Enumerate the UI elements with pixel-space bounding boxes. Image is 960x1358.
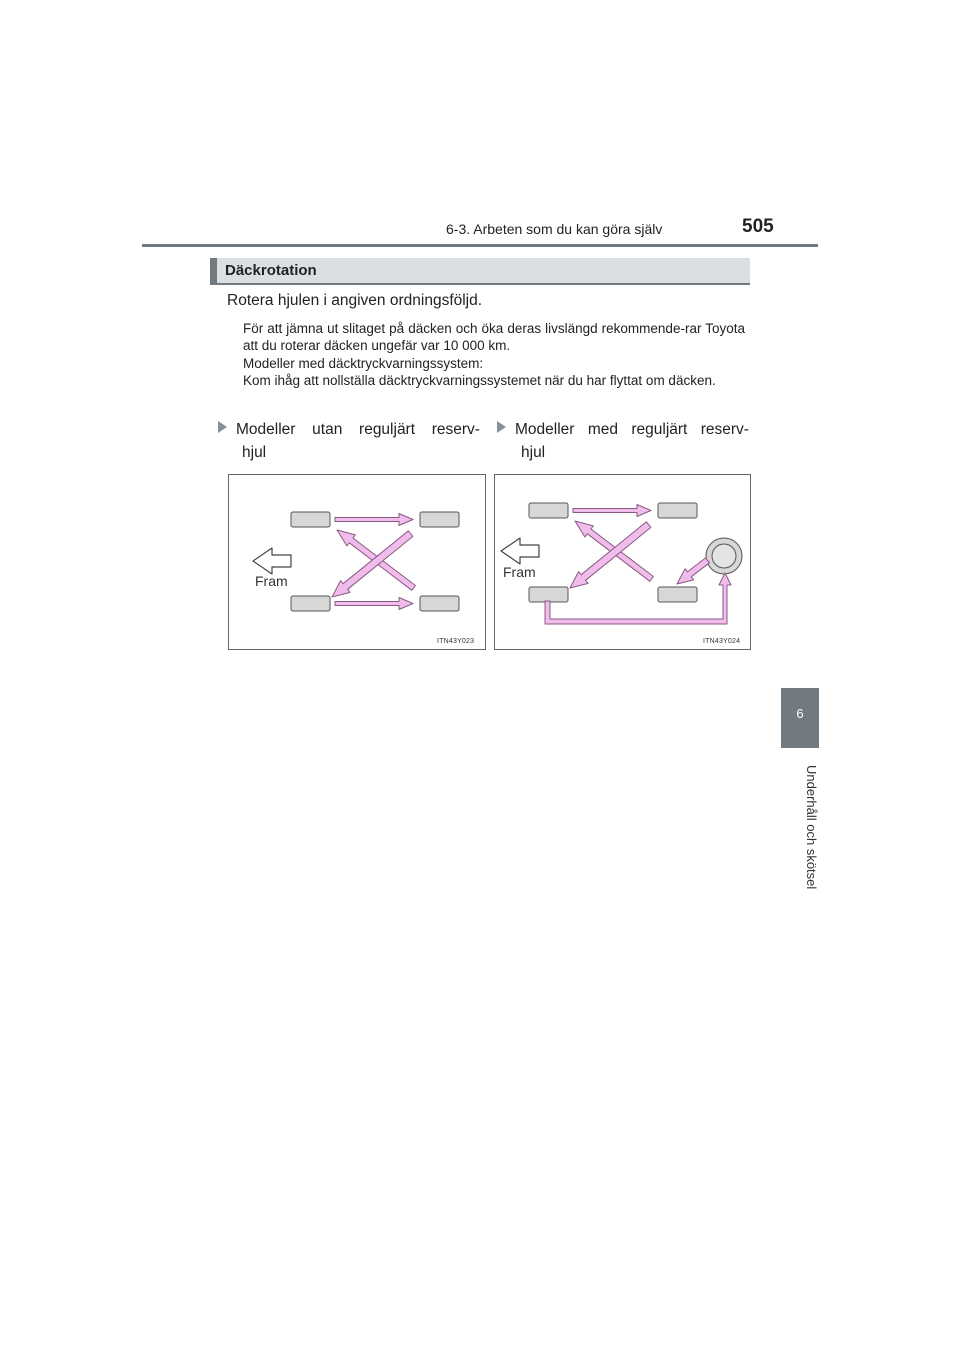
running-header-title: 6-3. Arbeten som du kan göra själv — [446, 221, 663, 237]
section-accent — [210, 258, 217, 283]
section-rule — [210, 283, 750, 285]
forward-label: Fram — [255, 573, 288, 589]
tpms-note — [243, 355, 745, 389]
intro-text: Rotera hjulen i angiven ordningsföljd. — [227, 292, 483, 309]
header-rule — [142, 244, 818, 247]
forward-arrow-icon — [501, 538, 539, 564]
rotation-diagram-without-spare — [228, 474, 486, 650]
figure-code: ITN43Y024 — [703, 638, 741, 645]
arrow-rear-right-icon — [335, 598, 413, 610]
tire-front-right — [658, 503, 697, 518]
tire-rear-right — [420, 596, 459, 611]
arrow-spare-to-rear-icon — [677, 558, 710, 584]
tire-front-left — [529, 503, 568, 518]
heading-word: hjul — [242, 444, 267, 461]
heading-word: reguljärt — [359, 421, 416, 438]
heading-word: Modeller — [236, 421, 296, 438]
heading-word: reguljärt — [631, 421, 688, 438]
heading-word: reserv- — [431, 421, 480, 438]
tire-front-right — [420, 512, 459, 527]
heading-word: utan — [312, 421, 343, 438]
arrow-front-right-icon — [335, 514, 413, 526]
heading-word: med — [587, 421, 618, 438]
chapter-number: 6 — [796, 706, 804, 721]
heading-with-spare — [497, 418, 749, 464]
chapter-label: Underhåll och skötsel — [804, 764, 819, 890]
tire-rear-left — [529, 587, 568, 602]
page-number: 505 — [742, 216, 774, 237]
triangle-bullet-icon — [497, 421, 506, 433]
rotation-diagram-graphic — [495, 475, 750, 649]
heading-word: hjul — [521, 444, 546, 461]
section-title: Däckrotation — [225, 262, 317, 279]
rotation-diagram-with-spare — [494, 474, 751, 650]
forward-label: Fram — [503, 564, 536, 580]
heading-word: Modeller — [515, 421, 575, 438]
heading-without-spare — [218, 418, 480, 464]
figure-code: ITN43Y023 — [437, 638, 475, 645]
rotation-diagram-graphic — [229, 475, 485, 649]
heading-word: reserv- — [700, 421, 749, 438]
arrow-rear-to-spare-icon — [545, 573, 731, 624]
tire-rear-left — [291, 596, 330, 611]
tpms-note-heading: Modeller med däcktryckvarningssystem: — [243, 356, 484, 371]
rotation-recommendation: För att jämna ut slitaget på däcken och öka deras livslängd rekommende-rar Toyota att du roterar däcken ungefär var 10 000 km. — [243, 321, 745, 353]
tire-front-left — [291, 512, 330, 527]
spare-tire-inner — [712, 544, 736, 568]
tire-rear-right — [658, 587, 697, 602]
tpms-note-body: Kom ihåg att nollställa däcktryckvarningssystemet när du har flyttat om däcken. — [243, 373, 716, 388]
arrow-front-right-icon — [573, 505, 651, 517]
triangle-bullet-icon — [218, 421, 227, 433]
forward-arrow-icon — [253, 548, 291, 574]
